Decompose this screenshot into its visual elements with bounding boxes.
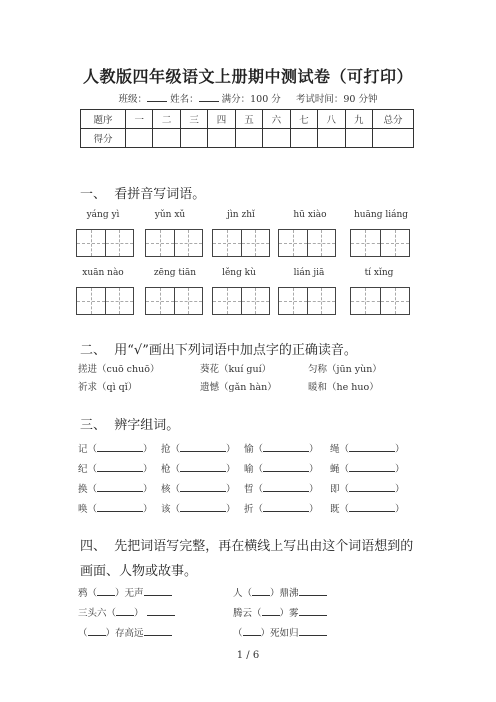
- pinyin-label: zēng tiān: [153, 268, 197, 278]
- writing-grid[interactable]: [278, 229, 336, 257]
- score-cell[interactable]: [235, 129, 262, 148]
- paren-open: （: [170, 484, 181, 495]
- paren-close: ）: [226, 504, 236, 515]
- idiom-line[interactable]: [144, 626, 172, 636]
- reading-item[interactable]: 葵花（kuí guí）: [200, 364, 272, 375]
- idiom-blank[interactable]: [88, 626, 106, 636]
- score-header-cell: 二: [153, 110, 180, 129]
- exam-time: 考试时间：90 分钟: [295, 94, 378, 105]
- idiom-line[interactable]: [299, 626, 327, 636]
- pinyin-label: lěng kù: [222, 268, 256, 278]
- idiom-line[interactable]: [299, 606, 327, 616]
- pinyin-label: lián jiā: [293, 268, 325, 278]
- word-group-char: 核: [161, 484, 171, 495]
- paren-close: ）: [395, 444, 405, 455]
- paren-open: （: [253, 444, 264, 455]
- paren-close: ）: [143, 484, 153, 495]
- page-title: 人教版四年级语文上册期中测试卷（可打印）: [82, 67, 413, 86]
- section-number: 二、: [80, 343, 107, 358]
- idiom-line[interactable]: [147, 606, 175, 616]
- paren-open: （: [87, 464, 98, 475]
- paren-open: （: [170, 444, 181, 455]
- reading-item[interactable]: 暖和（he huo）: [308, 382, 379, 393]
- idiom-text: ）雾: [279, 608, 299, 619]
- word-group-blank[interactable]: [349, 442, 395, 452]
- word-group-blank[interactable]: [180, 502, 226, 512]
- word-group-item[interactable]: [78, 481, 153, 495]
- idiom-blank[interactable]: [97, 586, 115, 596]
- section-title: 辨字组词。: [114, 418, 180, 433]
- word-group-char: 唤: [78, 504, 88, 515]
- paren-open: （: [253, 504, 264, 515]
- idiom-item[interactable]: [233, 585, 327, 599]
- paren-close: ）: [143, 464, 153, 475]
- name-blank: [199, 92, 219, 102]
- word-group-blank[interactable]: [263, 442, 309, 452]
- idiom-line[interactable]: [144, 586, 172, 596]
- word-group-char: 换: [78, 484, 88, 495]
- writing-grid[interactable]: [212, 287, 270, 315]
- pinyin-label: jìn zhǐ: [227, 210, 255, 220]
- paren-open: （: [253, 484, 264, 495]
- word-group-char: 该: [161, 504, 171, 515]
- score-cell[interactable]: [126, 129, 153, 148]
- word-group-item[interactable]: [161, 481, 236, 495]
- word-group-blank[interactable]: [263, 462, 309, 472]
- score-cell[interactable]: [153, 129, 180, 148]
- word-group-item[interactable]: [330, 481, 405, 495]
- score-table: [80, 109, 414, 148]
- idiom-blank[interactable]: [243, 626, 261, 636]
- word-group-blank[interactable]: [97, 462, 143, 472]
- idiom-text: （: [233, 628, 243, 639]
- paren-close: ）: [309, 504, 319, 515]
- idiom-item[interactable]: [78, 625, 172, 639]
- word-group-item[interactable]: [244, 461, 319, 475]
- word-group-blank[interactable]: [180, 442, 226, 452]
- score-header-cell: 四: [208, 110, 235, 129]
- page-number: 1 / 6: [236, 650, 260, 661]
- paren-open: （: [87, 484, 98, 495]
- score-header-cell: 题序: [81, 110, 126, 129]
- word-group-item[interactable]: [244, 441, 319, 455]
- paren-close: ）: [395, 504, 405, 515]
- score-cell[interactable]: [180, 129, 207, 148]
- score-header-cell: 九: [345, 110, 373, 129]
- idiom-blank[interactable]: [252, 586, 270, 596]
- idiom-blank[interactable]: [262, 606, 280, 616]
- paren-close: ）: [226, 464, 236, 475]
- word-group-char: 枪: [161, 464, 171, 475]
- word-group-char: 记: [78, 444, 88, 455]
- writing-grid[interactable]: [76, 287, 134, 315]
- score-header-cell: 一: [126, 110, 153, 129]
- exam-info: [0, 91, 496, 105]
- word-group-item[interactable]: [330, 501, 405, 515]
- pinyin-label: xuān nào: [82, 268, 124, 278]
- paren-open: （: [339, 464, 350, 475]
- word-group-char: 纪: [78, 464, 88, 475]
- word-group-item[interactable]: [161, 441, 236, 455]
- paren-open: （: [87, 444, 98, 455]
- word-group-char: 折: [244, 504, 254, 515]
- word-group-blank[interactable]: [349, 502, 395, 512]
- idiom-text: ）鼎沸: [270, 588, 299, 599]
- writing-grid[interactable]: [145, 229, 203, 257]
- reading-item[interactable]: 祈求（qì qǐ）: [78, 382, 138, 393]
- paren-close: ）: [226, 484, 236, 495]
- word-group-blank[interactable]: [97, 502, 143, 512]
- idiom-item[interactable]: [78, 585, 172, 599]
- writing-grid[interactable]: [278, 287, 336, 315]
- word-group-blank[interactable]: [180, 482, 226, 492]
- score-row: [81, 129, 414, 148]
- section-number: 一、: [80, 187, 107, 202]
- paren-close: ）: [143, 504, 153, 515]
- word-group-blank[interactable]: [349, 482, 395, 492]
- word-group-blank[interactable]: [97, 442, 143, 452]
- pinyin-label: yǔn xǔ: [154, 210, 186, 220]
- idiom-text: ）死如归: [260, 628, 299, 639]
- paren-close: ）: [395, 484, 405, 495]
- section-title: 先把词语写完整，再在横线上写出由这个词语想到的: [114, 539, 414, 554]
- word-group-char: 即: [330, 484, 340, 495]
- score-header-cell: 五: [235, 110, 262, 129]
- pinyin-label: huāng liáng: [353, 210, 409, 220]
- writing-grid[interactable]: [76, 229, 134, 257]
- word-group-char: 既: [330, 504, 340, 515]
- pinyin-label: yáng yì: [86, 210, 120, 220]
- writing-grid[interactable]: [350, 287, 410, 315]
- word-group-blank[interactable]: [180, 462, 226, 472]
- idiom-text: ）无声: [115, 588, 144, 599]
- name-label: 姓名：: [170, 94, 199, 105]
- paren-open: （: [170, 504, 181, 515]
- idiom-text: 三头六（: [78, 608, 117, 619]
- section-2-heading: [80, 339, 357, 358]
- word-group-item[interactable]: [330, 441, 405, 455]
- score-header-cell: 八: [318, 110, 345, 129]
- word-group-item[interactable]: [330, 461, 405, 475]
- idiom-text: 鸦（: [78, 588, 98, 599]
- word-group-item[interactable]: [78, 441, 153, 455]
- class-blank: [147, 92, 167, 102]
- section-4-heading-cont: 画面、人物或故事。: [80, 564, 198, 579]
- score-header-cell: 七: [290, 110, 317, 129]
- idiom-text: ）: [134, 608, 144, 619]
- idiom-item[interactable]: [233, 605, 327, 619]
- section-1-heading: [80, 183, 205, 202]
- word-group-item[interactable]: [244, 501, 319, 515]
- writing-grid[interactable]: [212, 229, 270, 257]
- word-group-blank[interactable]: [263, 482, 309, 492]
- pinyin-label: hū xiào: [293, 210, 327, 220]
- paren-open: （: [170, 464, 181, 475]
- section-3-heading: [80, 414, 179, 433]
- reading-item[interactable]: 匀称（jūn yùn）: [308, 364, 382, 375]
- paren-close: ）: [226, 444, 236, 455]
- score-header-row: [81, 110, 414, 129]
- idiom-item[interactable]: [78, 605, 175, 619]
- reading-item[interactable]: 搓进（cuō chuō）: [78, 364, 160, 375]
- pinyin-label: tí xǐng: [364, 268, 394, 278]
- word-group-blank[interactable]: [97, 482, 143, 492]
- score-label-cell: 得分: [81, 129, 126, 148]
- full-score: 满分：100 分: [221, 94, 281, 105]
- section-title: 用“√”画出下列词语中加点字的正确读音。: [114, 343, 357, 358]
- paren-close: ）: [309, 484, 319, 495]
- word-group-item[interactable]: [161, 461, 236, 475]
- paren-open: （: [339, 504, 350, 515]
- word-group-blank[interactable]: [349, 462, 395, 472]
- section-4-heading: [80, 535, 413, 554]
- idiom-blank[interactable]: [116, 606, 134, 616]
- writing-grid[interactable]: [145, 287, 203, 315]
- paren-close: ）: [309, 464, 319, 475]
- word-group-char: 晢: [244, 484, 254, 495]
- section-number: 四、: [80, 539, 107, 554]
- paren-close: ）: [143, 444, 153, 455]
- writing-grid[interactable]: [350, 229, 410, 257]
- idiom-text: ）存高远: [105, 628, 144, 639]
- word-group-char: 愉: [244, 444, 254, 455]
- word-group-char: 喻: [244, 464, 254, 475]
- score-cell[interactable]: [318, 129, 345, 148]
- paren-open: （: [253, 464, 264, 475]
- word-group-item[interactable]: [78, 501, 153, 515]
- word-group-char: 蝇: [330, 464, 340, 475]
- word-group-item[interactable]: [78, 461, 153, 475]
- word-group-item[interactable]: [244, 481, 319, 495]
- idiom-item[interactable]: [233, 625, 327, 639]
- idiom-text: 人（: [233, 588, 253, 599]
- score-cell[interactable]: [208, 129, 235, 148]
- paren-close: ）: [395, 464, 405, 475]
- word-group-char: 绳: [330, 444, 340, 455]
- idiom-text: （: [78, 628, 88, 639]
- paren-close: ）: [309, 444, 319, 455]
- score-header-cell: 三: [180, 110, 207, 129]
- score-cell[interactable]: [263, 129, 290, 148]
- class-label: 班级：: [118, 94, 148, 105]
- score-cell[interactable]: [373, 129, 414, 148]
- score-header-cell: 总分: [373, 110, 414, 129]
- word-group-blank[interactable]: [263, 502, 309, 512]
- paren-open: （: [87, 504, 98, 515]
- idiom-line[interactable]: [299, 586, 327, 596]
- word-group-item[interactable]: [161, 501, 236, 515]
- idiom-text: 腾云（: [233, 608, 262, 619]
- paren-open: （: [339, 444, 350, 455]
- word-group-char: 抢: [161, 444, 171, 455]
- reading-item[interactable]: 遗憾（gǎn hàn）: [200, 382, 277, 393]
- section-title: 看拼音写词语。: [114, 187, 206, 202]
- score-header-cell: 六: [263, 110, 290, 129]
- score-cell[interactable]: [290, 129, 317, 148]
- section-number: 三、: [80, 418, 107, 433]
- paren-open: （: [339, 484, 350, 495]
- score-cell[interactable]: [345, 129, 373, 148]
